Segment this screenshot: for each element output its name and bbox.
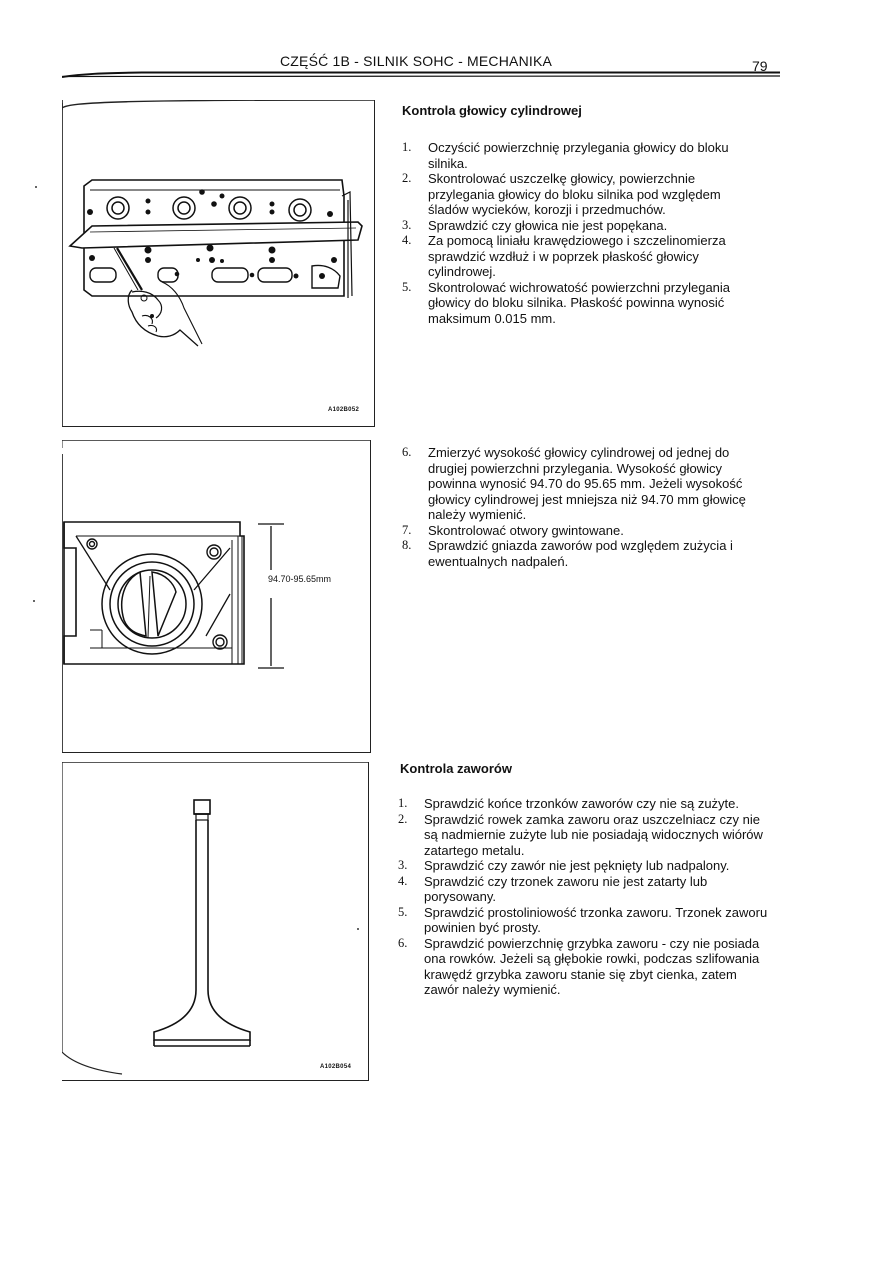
list-item: 7. Skontrolować otwory gwintowane. [402, 522, 624, 538]
figure-code: A102B054 [320, 1064, 352, 1070]
figure-cylinder-head-height [62, 440, 371, 753]
list-item: 5. Skontrolować wichrowatość powierzchni przylegania głowicy do bloku silnika. Płaskość powinna wynosić maksimum 0.015 mm. [402, 279, 731, 326]
section-title-cylinder-head: Kontrola głowicy cylindrowej [402, 103, 582, 118]
cylinder-head-drawing [62, 100, 374, 426]
page-number: 79 [752, 58, 768, 74]
list-item: 3. Sprawdzić czy głowica nie jest popękana. [402, 217, 668, 233]
section-title-valves: Kontrola zaworów [400, 761, 512, 776]
list-item: 1. Oczyścić powierzchnię przylegania głowicy do bloku silnika. [402, 140, 729, 171]
scan-speck [35, 186, 37, 188]
list-item: 6. Zmierzyć wysokość głowicy cylindrowej od jednej do drugiej powierzchni przylegania. Wysokość głowicy powinna wynosić 94.70 do 95.65 mm. Jeżeli wysokość głowicy cylindrowej jest mniejsza niż 94.70 mm głowicę należy wymienić. [402, 445, 746, 522]
valve-drawing [62, 762, 368, 1080]
cylinder-head-steps-continued [402, 445, 767, 569]
list-item: 4. Sprawdzić czy trzonek zaworu nie jest zatarty lub porysowany. [398, 873, 708, 904]
list-item: 5. Sprawdzić prostoliniowość trzonka zaworu. Trzonek zaworu powinien być prosty. [398, 904, 768, 935]
cylinder-head-steps [402, 140, 762, 326]
list-item: 2. Skontrolować uszczelkę głowicy, powierzchnie przylegania głowicy do bloku silnika pod względem śladów wycieków, korozji i przedmuchów. [402, 171, 721, 217]
page-header-title: CZĘŚĆ 1B - SILNIK SOHC - MECHANIKA [280, 53, 553, 69]
list-item: 8. Sprawdzić gniazda zaworów pod względem zużycia i ewentualnych nadpaleń. [402, 538, 733, 569]
figure-cylinder-head-flatness [62, 100, 375, 427]
figure-code: A102B052 [328, 407, 360, 413]
list-item: 2. Sprawdzić rowek zamka zaworu oraz uszczelniacz czy nie są nadmiernie zużyte lub nie posiadają widocznych wiórów zatartego metalu. [398, 811, 763, 858]
dimension-label: 94.70-95.65mm [268, 574, 332, 584]
scan-speck [33, 600, 35, 602]
list-item: 4. Za pomocą liniału krawędziowego i szczelinomierza sprawdzić wzdłuż i w poprzek płaskość głowicy cylindrowej. [402, 233, 726, 279]
valve-steps [398, 796, 770, 998]
list-item: 1. Sprawdzić końce trzonków zaworów czy nie są zużyte. [398, 796, 740, 811]
list-item: 3. Sprawdzić czy zawór nie jest pęknięty lub nadpalony. [398, 858, 730, 873]
figure-valve [62, 762, 369, 1081]
scan-speck [357, 928, 359, 930]
list-item: 6. Sprawdzić powierzchnię grzybka zaworu - czy nie posiada ona rowków. Jeżeli są głębokie rowki, podczas szlifowania krawędź grzybka zaworu stanie się zbyt cienka, zatem zawór należy wymienić. [398, 935, 760, 997]
header-rule [62, 71, 782, 79]
head-height-drawing [62, 440, 370, 752]
